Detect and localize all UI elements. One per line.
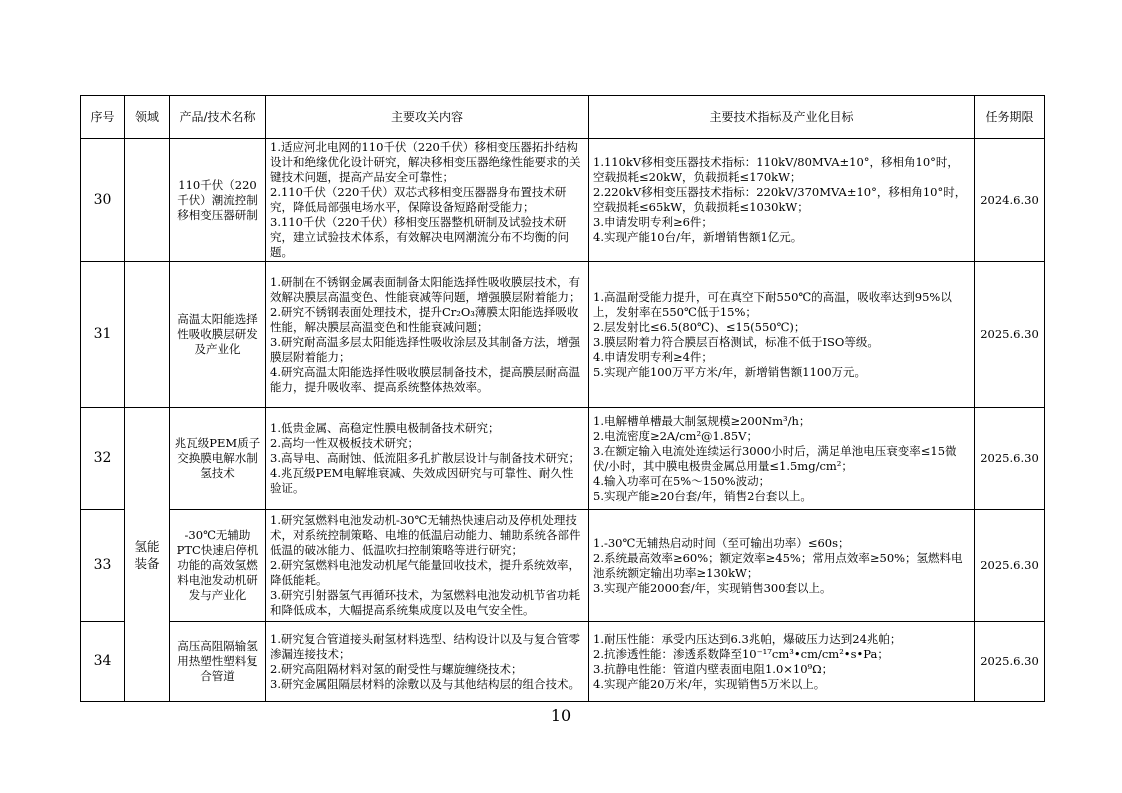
target-item: 2.抗渗透性能：渗透系数降至10⁻¹⁷cm³•cm/cm²•s•Pa； [593,646,889,661]
target-item: 2.系统最高效率≥60%；额定效率≥45%；常用点效率≥50%；氢燃料电池系统额定输出功率≥130kW； [593,550,963,580]
deadline: 2024.6.30 [975,139,1045,262]
deadline: 2025.6.30 [975,262,1045,408]
target-item: 1.-30℃无辅热启动时间（至可输出功率）≤60s； [593,535,850,550]
header-content: 主要攻关内容 [266,96,589,139]
content-item: 1.适应河北电网的110千伏（220千伏）移相变压器拓扑结构设计和绝缘优化设计研究，解决移相变压器绝缘性能要求的关键技术问题，提高产品安全可靠性； [270,140,581,184]
table-row [81,408,1045,510]
table-row [81,622,1045,702]
page-number: 10 [550,706,572,725]
header-no: 序号 [81,96,125,139]
content-item: 2.研究不锈钢表面处理技术，提升Cr₂O₃薄膜太阳能选择吸收性能，解决膜层高温变色和性能衰减问题； [270,304,579,334]
deadline: 2025.6.30 [975,622,1045,702]
targets-cell [589,139,975,262]
target-item: 5.实现产能≥20台套/年，销售2台套以上。 [593,488,812,503]
product-name: 110千伏（220千伏）潮流控制移相变压器研制 [170,139,266,262]
header-targets: 主要技术指标及产业化目标 [589,96,975,139]
target-item: 3.实现产能2000套/年，实现销售300套以上。 [593,580,832,595]
target-item: 4.输入功率可在5%～150%波动； [593,473,771,488]
content-item: 4.研究高温太阳能选择性吸收膜层制备技术，提高膜层耐高温能力，提升吸收率、提高系统整体热效率。 [270,364,580,394]
targets-cell [589,408,975,510]
header-product: 产品/技术名称 [170,96,266,139]
target-item: 4.实现产能10台/年，新增销售额1亿元。 [593,230,803,244]
header-deadline: 任务期限 [975,96,1045,139]
row-number: 30 [81,139,125,262]
content-cell [266,622,589,702]
deadline: 2025.6.30 [975,510,1045,622]
field-cell [125,408,170,702]
content-item: 3.研究金属阻隔层材料的涂敷以及与其他结构层的组合技术。 [270,676,580,691]
project-table [80,95,1045,702]
row-number: 33 [81,510,125,622]
content-item: 2.研究高阻隔材料对氢的耐受性与螺旋缠绕技术； [270,661,523,676]
row-number: 34 [81,622,125,702]
content-item: 2.高均一性双极板技术研究； [270,436,419,450]
table-header-row [81,96,1045,139]
deadline: 2025.6.30 [975,408,1045,510]
target-item: 2.220kV移相变压器技术指标：220kV/370MVA±10°，移相角10°时，空载损耗≤65kW，负载损耗≤1030kW； [593,185,967,214]
content-item: 2.研究氢燃料电池发动机尾气能量回收技术，提升系统效率，降低能耗。 [270,558,580,587]
content-item: 4.兆瓦级PEM电解堆衰减、失效成因研究与可靠性、耐久性验证。 [270,466,574,495]
target-item: 3.在额定输入电流处连续运行3000小时后，满足单池电压衰变率≤15微伏/小时，其中膜电极贵金属总用量≤1.5mg/cm²； [593,443,957,473]
content-cell [266,139,589,262]
target-item: 3.膜层附着力符合膜层百格测试，标准不低于ISO等级。 [593,334,879,349]
content-cell [266,510,589,622]
target-item: 1.高温耐受能力提升，可在真空下耐550℃的高温，吸收率达到95%以上，发射率在550℃低于15%； [593,289,952,319]
product-name: 高压高阻隔输氢用热塑性塑料复合管道 [170,622,266,702]
table-row [81,510,1045,622]
target-item: 4.实现产能20万米/年，实现销售5万米以上。 [593,676,826,691]
target-item: 2.层发射比≤6.5(80℃)、≤15(550℃)； [593,319,806,334]
content-item: 3.研究引射器氢气再循环技术，为氢燃料电池发动机节省功耗和降低成本，大幅提高系统集成度以及电气安全性。 [270,588,580,617]
content-item: 2.110千伏（220千伏）双芯式移相变压器器身布置技术研究，降低局部强电场水平，保障设备短路耐受能力； [270,185,567,214]
target-item: 3.申请发明专利≥6件； [593,215,713,229]
target-item: 1.110kV移相变压器技术指标：110kV/80MVA±10°，移相角10°时，空载损耗≤20kW，负载损耗≤170kW； [593,155,959,184]
content-item: 3.研究耐高温多层太阳能选择性吸收涂层及其制备方法，增强膜层附着能力； [270,334,580,364]
product-name: -30℃无辅助PTC快速启停机功能的高效氢燃料电池发动机研发与产业化 [170,510,266,622]
target-item: 1.电解槽单槽最大制氢规模≥200Nm³/h； [593,413,811,428]
targets-cell [589,262,975,408]
target-item: 3.抗静电性能：管道内壁表面电阻1.0×10⁹Ω； [593,661,834,676]
table-row [81,262,1045,408]
field-cell-empty [125,139,170,262]
content-item: 1.研究氢燃料电池发动机-30℃无辅热快速启动及停机处理技术，对系统控制策略、电堆的低温启动能力、辅助系统各部件低温的破冰能力、低温吹扫控制策略等进行研究； [270,513,581,557]
field-label: 氢能装备 [134,538,160,571]
content-cell [266,262,589,408]
targets-cell [589,622,975,702]
product-name: 高温太阳能选择性吸收膜层研发及产业化 [170,262,266,408]
row-number: 31 [81,262,125,408]
target-item: 5.实现产能100万平方米/年，新增销售额1100万元。 [593,364,867,379]
content-cell [266,408,589,510]
content-item: 3.高导电、高耐蚀、低流阻多孔扩散层设计与制备技术研究； [270,451,580,465]
row-number: 32 [81,408,125,510]
product-name: 兆瓦级PEM质子交换膜电解水制氢技术 [170,408,266,510]
target-item: 2.电流密度≥2A/cm²@1.85V； [593,428,758,443]
table-row [81,139,1045,262]
content-item: 1.研究复合管道接头耐氢材料选型、结构设计以及与复合管零渗漏连接技术； [270,631,580,661]
field-cell-empty [125,262,170,408]
content-item: 1.低贵金属、高稳定性膜电极制备技术研究； [270,421,500,435]
target-item: 1.耐压性能：承受内压达到6.3兆帕，爆破压力达到24兆帕； [593,631,902,646]
content-item: 1.研制在不锈钢金属表面制备太阳能选择性吸收膜层技术，有效解决膜层高温变色、性能衰减等问题，增强膜层附着能力； [270,274,581,304]
content-item: 3.110千伏（220千伏）移相变压器整机研制及试验技术研究，建立试验技术体系，有效解决电网潮流分布不均衡的问题。 [270,215,569,259]
header-field: 领域 [125,96,170,139]
targets-cell [589,510,975,622]
target-item: 4.申请发明专利≥4件； [593,349,713,364]
